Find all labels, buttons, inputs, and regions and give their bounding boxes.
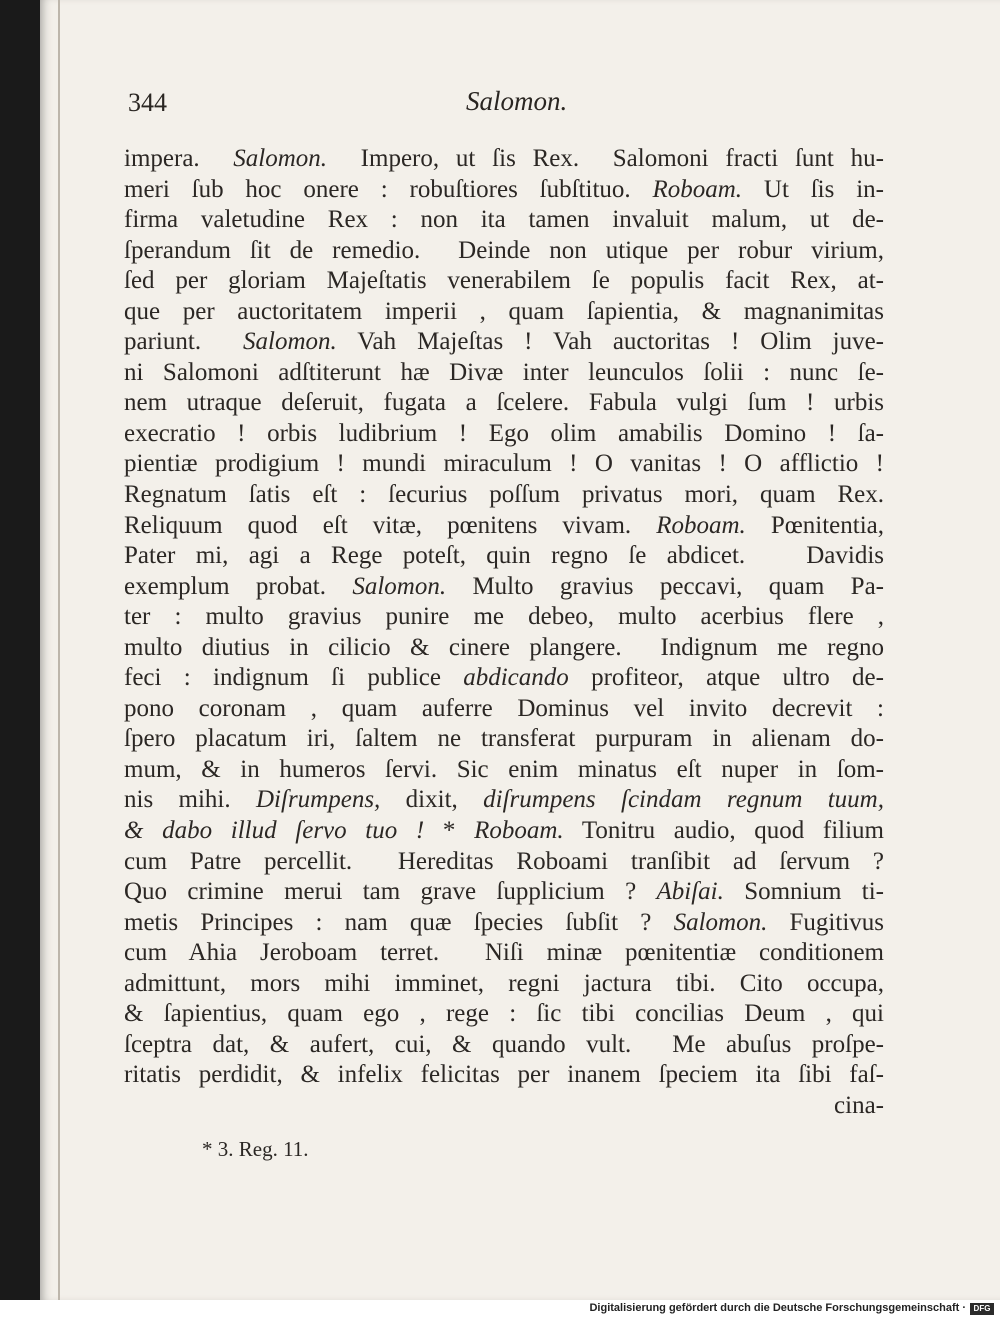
- footer-bar: [0, 1300, 1000, 1319]
- text-line: [124, 1030, 884, 1061]
- text-run: ſpero placatum iri, ſaltem ne transferat purpuram in alienam do-: [124, 725, 884, 753]
- text-run: ſceptra dat, & aufert, cui, & quando vult. Me abuſus proſpe-: [124, 1030, 884, 1058]
- text-run: nis mihi.: [124, 786, 256, 814]
- italic-text: Salomon.: [233, 145, 328, 172]
- text-line: [124, 816, 884, 847]
- text-line: [124, 144, 884, 175]
- text-run: ter : multo gravius punire me debeo, multo acerbius flere ,: [124, 603, 884, 631]
- page-number: 344: [128, 88, 167, 117]
- text-run: multo diutius in cilicio & cinere plangere. Indignum me regno: [124, 633, 884, 661]
- text-run: execratio ! orbis ludibrium ! Ego olim amabilis Domino ! ſa-: [124, 419, 884, 447]
- text-line: [124, 1091, 884, 1122]
- text-line: [124, 999, 884, 1030]
- text-run: ni Salomoni adſtiterunt hæ Divæ inter leunculos ſolii : nunc ſe-: [124, 358, 884, 386]
- italic-text: diſrumpens ſcindam regnum tuum,: [483, 786, 884, 814]
- text-run: cum Ahia Jeroboam terret. Niſi minæ pœnitentiæ conditionem: [124, 939, 884, 967]
- text-run: *: [424, 817, 475, 845]
- text-line: [124, 847, 884, 878]
- text-run: Ut ſis in-: [742, 175, 884, 203]
- text-run: ſperandum ſit de remedio. Deinde non utique per robur virium,: [124, 236, 884, 264]
- text-run: ſed per gloriam Majeſtatis venerabilem ſe populis facit Rex, at-: [124, 267, 884, 295]
- text-run: Vah Majeſtas ! Vah auctoritas ! Olim juve-: [336, 328, 884, 356]
- text-line: [124, 388, 884, 419]
- text-line: [124, 358, 884, 389]
- text-line: [124, 511, 884, 542]
- text-line: [124, 877, 884, 908]
- text-line: [124, 1060, 884, 1091]
- text-run: pientiæ prodigium ! mundi miraculum ! O vanitas ! O afflictio !: [124, 450, 884, 478]
- text-line: [124, 755, 884, 786]
- text-run: Multo gravius peccavi, quam Pa-: [446, 572, 884, 600]
- text-run: dixit,: [380, 786, 484, 814]
- text-run: pono coronam , quam auferre Dominus vel invito decrevit :: [124, 694, 884, 722]
- text-run: metis Principes : nam quæ ſpecies ſubſit ?: [124, 908, 674, 936]
- text-run: que per auctoritatem imperii , quam ſapientia, & magnanimitas: [124, 297, 884, 325]
- italic-text: Diſrumpens,: [256, 786, 381, 814]
- text-run: feci : indignum ſi publice: [124, 664, 464, 692]
- text-line: [124, 236, 884, 267]
- text-line: [124, 480, 884, 511]
- text-run: mum, & in humeros ſervi. Sic enim minatus eſt nuper in ſom-: [124, 755, 884, 783]
- text-run: profiteor, atque ultro de-: [568, 664, 884, 692]
- text-run: meri ſub hoc onere : robuſtiores ſubſtituo.: [124, 175, 653, 203]
- text-line: [124, 297, 884, 328]
- text-run: Somnium ti-: [723, 878, 884, 906]
- text-run: admittunt, mors mihi imminet, regni jactura tibi. Cito occupa,: [124, 969, 884, 997]
- text-run: Pater mi, agi a Rege poteſt, quin regno ſe abdicet. Davidis: [124, 542, 884, 570]
- italic-text: Salomon.: [243, 328, 337, 356]
- digitization-credit: Digitalisierung gefördert durch die Deutsche Forschungsgemeinschaft ·: [589, 1302, 966, 1314]
- text-line: [124, 449, 884, 480]
- italic-text: abdicando: [463, 664, 569, 692]
- text-line: [124, 694, 884, 725]
- italic-text: Salomon.: [352, 572, 447, 600]
- body-text: [124, 144, 884, 1122]
- text-line: [124, 969, 884, 1000]
- text-line: [124, 327, 884, 358]
- italic-text: Roboam.: [474, 817, 564, 845]
- text-run: pariunt.: [124, 328, 243, 356]
- italic-text: Abiſai.: [656, 878, 724, 906]
- text-run: impera.: [124, 145, 234, 172]
- text-run: cina-: [834, 1091, 884, 1119]
- text-line: [124, 663, 884, 694]
- text-line: [124, 175, 884, 206]
- text-run: Reliquum quod eſt vitæ, pœnitens vivam.: [124, 511, 657, 539]
- text-run: Fugitivus: [767, 908, 884, 936]
- text-run: nem utraque deſeruit, fugata a ſcelere. Fabula vulgi ſum ! urbis: [124, 389, 884, 417]
- text-run: Quo crimine merui tam grave ſupplicium ?: [124, 878, 657, 906]
- text-line: [124, 541, 884, 572]
- text-run: & ſapientius, quam ego , rege : ſic tibi concilias Deum , qui: [124, 1000, 884, 1028]
- text-line: [124, 602, 884, 633]
- text-line: [124, 572, 884, 603]
- footnote: * 3. Reg. 11.: [202, 1137, 309, 1161]
- text-line: [124, 633, 884, 664]
- text-line: [124, 908, 884, 939]
- text-run: Tonitru audio, quod filium: [563, 817, 885, 845]
- text-line: [124, 785, 884, 816]
- text-line: [124, 205, 884, 236]
- text-run: exemplum probat.: [124, 572, 353, 600]
- text-run: Impero, ut ſis Rex. Salomoni fracti ſunt hu-: [327, 145, 884, 172]
- dfg-logo-icon: DFG: [970, 1303, 994, 1315]
- text-run: firma valetudine Rex : non ita tamen invaluit malum, ut de-: [124, 206, 884, 234]
- italic-text: & dabo illud ſervo tuo !: [124, 817, 425, 845]
- italic-text: Roboam.: [652, 175, 743, 203]
- text-run: ritatis perdidit, & infelix felicitas per inanem ſpeciem ita ſibi faſ-: [124, 1061, 884, 1089]
- text-line: [124, 266, 884, 297]
- text-line: [124, 724, 884, 755]
- italic-text: Roboam.: [656, 511, 746, 539]
- italic-text: Salomon.: [673, 908, 768, 936]
- text-line: [124, 419, 884, 450]
- text-run: cum Patre percellit. Hereditas Roboami tranſibit ad ſervum ?: [124, 847, 884, 875]
- running-head: Salomon.: [466, 86, 568, 116]
- page-gutter: [58, 0, 60, 1300]
- text-run: Regnatum ſatis eſt : ſecurius poſſum privatus mori, quam Rex.: [124, 481, 884, 509]
- text-line: [124, 938, 884, 969]
- text-run: Pœnitentia,: [745, 511, 885, 539]
